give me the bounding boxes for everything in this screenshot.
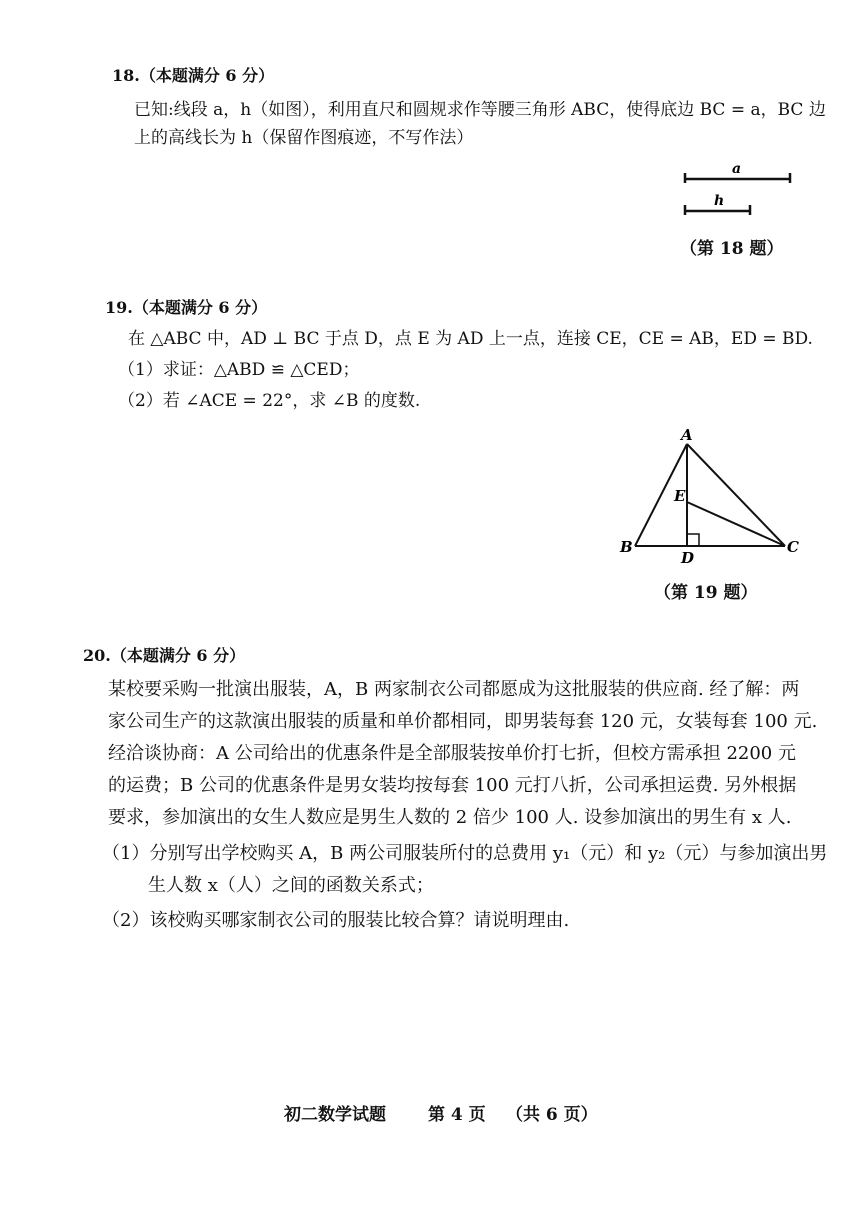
point-C-label: C (787, 538, 799, 556)
q19-caption: （第 19 题） (654, 583, 758, 603)
right-angle-mark (687, 534, 699, 546)
q18-segments-figure (670, 155, 810, 225)
point-B-label: B (620, 538, 633, 556)
q19-part2: （2）若 ∠ACE = 22°，求 ∠B 的度数. (118, 391, 421, 411)
point-D-label: D (681, 549, 695, 567)
q20-text-line3: 经洽谈协商：A 公司给出的优惠条件是全部服装按单价打七折，但校方需承担 2200 元 (108, 743, 796, 764)
footer-subject: 初二数学试题 (284, 1105, 386, 1125)
q20-part1-line2: 生人数 x（人）之间的函数关系式； (148, 875, 434, 896)
footer-total-pages: （共 6 页） (506, 1105, 598, 1125)
q20-text-line5: 要求，参加演出的女生人数应是男生人数的 2 倍少 100 人. 设参加演出的男生有 x 人. (108, 807, 792, 828)
segment-h-label: h (714, 193, 725, 209)
q18-caption: （第 18 题） (680, 239, 784, 259)
point-E-label: E (674, 487, 686, 505)
q18-text-line2: 上的高线长为 h（保留作图痕迹，不写作法） (134, 128, 474, 148)
q19-header: 19.（本题满分 6 分） (105, 298, 268, 317)
q20-part2: （2）该校购买哪家制衣公司的服装比较合算？请说明理由. (102, 910, 570, 931)
q20-text-line1: 某校要采购一批演出服装，A，B 两家制衣公司都愿成为这批服装的供应商. 经了解：两 (108, 679, 800, 700)
q19-text-line1: 在 △ABC 中，AD ⊥ BC 于点 D，点 E 为 AD 上一点，连接 CE，CE = AB，ED = BD. (128, 329, 813, 349)
q18-header: 18.（本题满分 6 分） (112, 66, 275, 85)
point-A-label: A (681, 426, 693, 444)
q20-header: 20.（本题满分 6 分） (83, 646, 246, 665)
q18-text-line1: 已知:线段 a，h（如图），利用直尺和圆规求作等腰三角形 ABC，使得底边 BC = a，BC 边 (134, 100, 826, 120)
q19-part1: （1）求证：△ABD ≌ △CED； (118, 360, 360, 380)
segment-CE (687, 502, 785, 546)
footer-page-number: 第 4 页 (428, 1105, 486, 1125)
q20-text-line2: 家公司生产的这款演出服装的质量和单价都相同，即男装每套 120 元，女装每套 100 元. (108, 711, 818, 732)
q19-triangle-figure (610, 422, 810, 572)
side-AC (687, 444, 785, 546)
segment-a-label: a (732, 161, 742, 177)
q20-part1-line1: （1）分别写出学校购买 A，B 两公司服装所付的总费用 y₁（元）和 y₂（元）与参加演出男 (102, 843, 828, 864)
q20-text-line4: 的运费；B 公司的优惠条件是男女装均按每套 100 元打八折，公司承担运费. 另外根据 (108, 775, 797, 796)
